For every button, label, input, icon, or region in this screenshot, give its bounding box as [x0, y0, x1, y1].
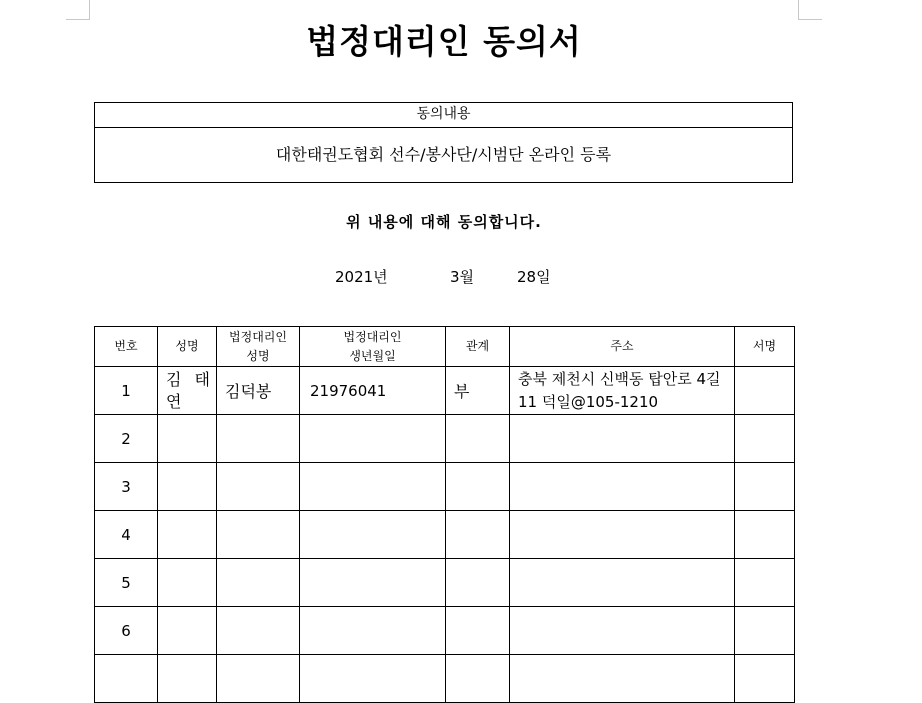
header-rep-birth: 법정대리인 생년월일 — [300, 327, 446, 367]
cell-relation — [446, 415, 510, 463]
table-row — [95, 607, 795, 655]
cell-rep-name — [217, 559, 300, 607]
cell-address — [510, 463, 735, 511]
header-rep-name: 법정대리인 성명 — [217, 327, 300, 367]
cell-relation: 부 — [446, 367, 510, 415]
date-month: 3월 — [450, 268, 475, 286]
cell-number: 5 — [95, 559, 158, 607]
cell-signature[interactable] — [735, 607, 795, 655]
cell-relation — [446, 607, 510, 655]
document-title: 법정대리인 동의서 — [306, 22, 582, 61]
cell-rep-name: 김덕봉 — [217, 367, 300, 415]
cell-relation — [446, 511, 510, 559]
cell-address: 충북 제천시 신백동 탑안로 4길 11 덕일@105-1210 — [510, 367, 735, 415]
cell-rep-birth: 21976041 — [300, 367, 446, 415]
cell-relation — [446, 559, 510, 607]
cell-number: 1 — [95, 367, 158, 415]
cell-relation — [446, 463, 510, 511]
cell-address — [510, 511, 735, 559]
table-row — [95, 367, 795, 415]
header-signature: 서명 — [735, 327, 795, 367]
cell-signature[interactable] — [735, 463, 795, 511]
cell-rep-birth — [300, 607, 446, 655]
consent-content: 대한태권도협회 선수/봉사단/시범단 온라인 등록 — [275, 145, 612, 164]
cell-rep-name — [217, 607, 300, 655]
cell-number: 3 — [95, 463, 158, 511]
agreement-statement: 위 내용에 대해 동의합니다. — [346, 213, 542, 231]
cell-rep-name — [217, 511, 300, 559]
cell-number: 2 — [95, 415, 158, 463]
cell-address — [510, 559, 735, 607]
header-address: 주소 — [510, 327, 735, 367]
table-header-row — [95, 327, 795, 367]
cell-signature[interactable] — [735, 511, 795, 559]
header-relation: 관계 — [446, 327, 510, 367]
cell-name — [158, 463, 217, 511]
cell-signature[interactable] — [735, 415, 795, 463]
header-number: 번호 — [95, 327, 158, 367]
cell-name — [158, 511, 217, 559]
cell-rep-birth — [300, 415, 446, 463]
table-row — [95, 511, 795, 559]
cell-name — [158, 415, 217, 463]
guardian-table — [94, 326, 795, 703]
cell-number: 6 — [95, 607, 158, 655]
table-row — [95, 415, 795, 463]
consent-header: 동의내용 — [95, 103, 792, 128]
cell-rep-birth — [300, 559, 446, 607]
cell-signature[interactable] — [735, 559, 795, 607]
cell-name: 김 태 연 — [158, 367, 217, 415]
cell-rep-name — [217, 415, 300, 463]
cell-name — [158, 607, 217, 655]
date-day: 28일 — [517, 268, 551, 286]
cell-address — [510, 607, 735, 655]
table-row — [95, 559, 795, 607]
header-name: 성명 — [158, 327, 217, 367]
table-row — [95, 463, 795, 511]
cell-rep-birth — [300, 463, 446, 511]
cell-number: 4 — [95, 511, 158, 559]
cell-rep-name — [217, 463, 300, 511]
date-year: 2021년 — [335, 268, 388, 286]
consent-box — [94, 102, 793, 183]
cell-address — [510, 415, 735, 463]
cell-name — [158, 559, 217, 607]
cell-rep-birth — [300, 511, 446, 559]
cell-signature[interactable] — [735, 367, 795, 415]
